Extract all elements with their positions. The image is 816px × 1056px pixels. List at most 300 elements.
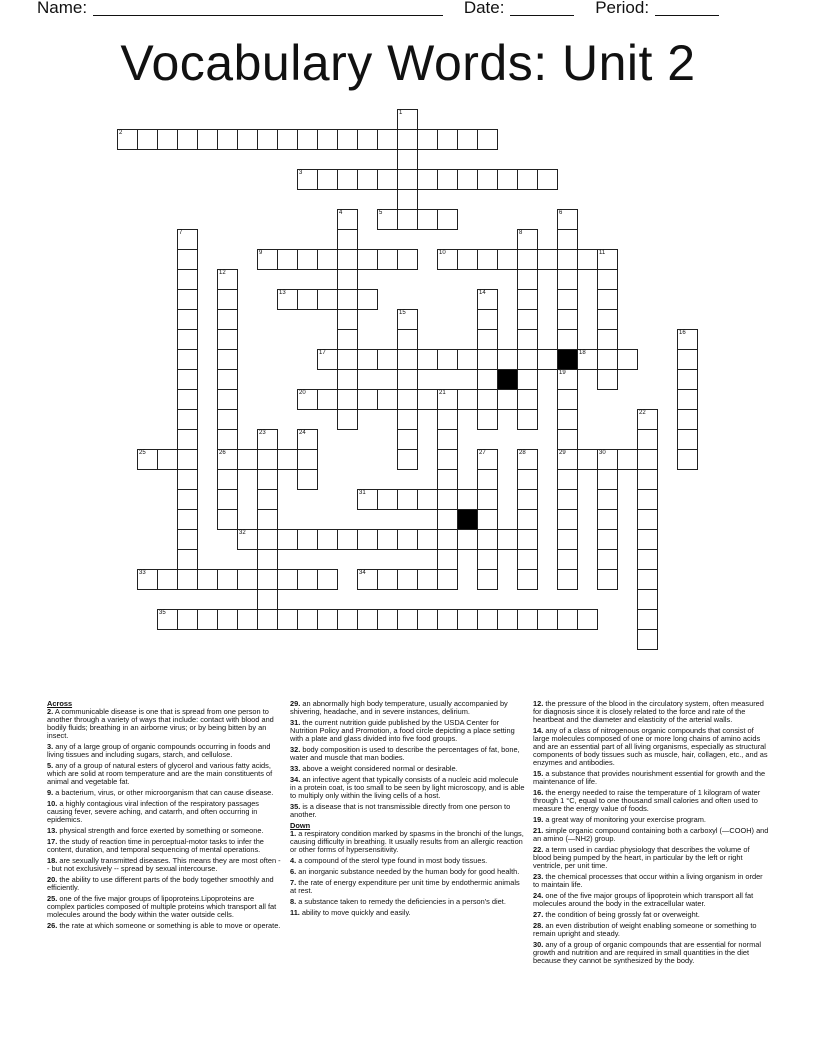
grid-cell[interactable] bbox=[357, 349, 378, 370]
grid-cell[interactable] bbox=[237, 449, 258, 470]
grid-cell[interactable] bbox=[217, 129, 238, 150]
grid-cell[interactable] bbox=[377, 609, 398, 630]
clue-number-label: 2 bbox=[119, 130, 123, 136]
grid-cell[interactable] bbox=[277, 449, 298, 470]
grid-cell[interactable] bbox=[497, 609, 518, 630]
grid-cell[interactable] bbox=[377, 129, 398, 150]
grid-cell[interactable] bbox=[557, 529, 578, 550]
grid-cell[interactable] bbox=[497, 389, 518, 410]
grid-cell[interactable] bbox=[217, 569, 238, 590]
grid-cell[interactable] bbox=[257, 449, 278, 470]
grid-cell[interactable] bbox=[317, 609, 338, 630]
grid-cell[interactable] bbox=[117, 129, 138, 150]
grid-cell[interactable] bbox=[397, 429, 418, 450]
grid-cell[interactable] bbox=[317, 349, 338, 370]
clue-text: A communicable disease is one that is spread from one person to another through a variety of ways that include: contact with blood and bodily fluids; breathing in an airborne virus; or by being bitten by an insect. bbox=[47, 707, 274, 740]
clue-number-label: 32 bbox=[239, 530, 246, 536]
grid-cell[interactable] bbox=[517, 329, 538, 350]
grid-cell[interactable] bbox=[357, 289, 378, 310]
grid-cell[interactable] bbox=[417, 489, 438, 510]
grid-cell[interactable] bbox=[157, 569, 178, 590]
grid-cell[interactable] bbox=[137, 569, 158, 590]
grid-cell[interactable] bbox=[517, 509, 538, 530]
grid-cell[interactable] bbox=[637, 409, 658, 430]
grid-cell[interactable] bbox=[677, 329, 698, 350]
grid-cell[interactable] bbox=[437, 449, 458, 470]
grid-cell[interactable] bbox=[557, 329, 578, 350]
grid-cell[interactable] bbox=[317, 289, 338, 310]
across-clue-26 bbox=[47, 922, 283, 930]
grid-cell[interactable] bbox=[597, 369, 618, 390]
across-clue-13 bbox=[47, 827, 283, 835]
grid-cell[interactable] bbox=[637, 489, 658, 510]
grid-cell[interactable] bbox=[477, 389, 498, 410]
clue-number-label: 28 bbox=[519, 450, 526, 456]
grid-cell[interactable] bbox=[217, 469, 238, 490]
grid-cell[interactable] bbox=[297, 569, 318, 590]
grid-cell[interactable] bbox=[177, 269, 198, 290]
grid-cell[interactable] bbox=[397, 369, 418, 390]
grid-cell[interactable] bbox=[457, 609, 478, 630]
grid-cell[interactable] bbox=[157, 129, 178, 150]
grid-cell[interactable] bbox=[517, 529, 538, 550]
grid-cell[interactable] bbox=[357, 389, 378, 410]
grid-cell[interactable] bbox=[357, 249, 378, 270]
grid-cell[interactable] bbox=[217, 429, 238, 450]
grid-cell[interactable] bbox=[637, 449, 658, 470]
grid-cell[interactable] bbox=[597, 269, 618, 290]
grid-cell[interactable] bbox=[197, 609, 218, 630]
grid-cell[interactable] bbox=[337, 349, 358, 370]
grid-cell[interactable] bbox=[437, 609, 458, 630]
grid-cell[interactable] bbox=[417, 529, 438, 550]
grid-cell[interactable] bbox=[177, 249, 198, 270]
grid-cell[interactable] bbox=[177, 129, 198, 150]
grid-cell[interactable] bbox=[517, 269, 538, 290]
grid-cell[interactable] bbox=[517, 489, 538, 510]
grid-cell[interactable] bbox=[257, 549, 278, 570]
grid-cell[interactable] bbox=[337, 209, 358, 230]
grid-cell[interactable] bbox=[417, 169, 438, 190]
grid-cell[interactable] bbox=[337, 389, 358, 410]
black-cell bbox=[457, 509, 478, 530]
grid-cell[interactable] bbox=[477, 509, 498, 530]
grid-cell[interactable] bbox=[297, 529, 318, 550]
grid-cell[interactable] bbox=[437, 489, 458, 510]
grid-cell[interactable] bbox=[337, 309, 358, 330]
grid-cell[interactable] bbox=[517, 549, 538, 570]
grid-cell[interactable] bbox=[377, 249, 398, 270]
grid-cell[interactable] bbox=[177, 609, 198, 630]
grid-cell[interactable] bbox=[257, 609, 278, 630]
grid-cell[interactable] bbox=[517, 169, 538, 190]
grid-cell[interactable] bbox=[277, 249, 298, 270]
grid-cell[interactable] bbox=[477, 529, 498, 550]
grid-cell[interactable] bbox=[597, 489, 618, 510]
grid-cell[interactable] bbox=[177, 289, 198, 310]
grid-cell[interactable] bbox=[277, 289, 298, 310]
grid-cell[interactable] bbox=[177, 449, 198, 470]
grid-cell[interactable] bbox=[477, 349, 498, 370]
name-field[interactable] bbox=[93, 0, 443, 16]
grid-cell[interactable] bbox=[617, 349, 638, 370]
grid-cell[interactable] bbox=[357, 489, 378, 510]
grid-cell[interactable] bbox=[377, 169, 398, 190]
grid-cell[interactable] bbox=[417, 389, 438, 410]
grid-cell[interactable] bbox=[497, 169, 518, 190]
grid-cell[interactable] bbox=[317, 169, 338, 190]
grid-cell[interactable] bbox=[517, 609, 538, 630]
across-clue-25 bbox=[47, 895, 283, 919]
grid-cell[interactable] bbox=[217, 289, 238, 310]
grid-cell[interactable] bbox=[577, 349, 598, 370]
grid-cell[interactable] bbox=[497, 349, 518, 370]
grid-cell[interactable] bbox=[317, 569, 338, 590]
grid-cell[interactable] bbox=[557, 369, 578, 390]
grid-cell[interactable] bbox=[277, 609, 298, 630]
grid-cell[interactable] bbox=[337, 269, 358, 290]
grid-cell[interactable] bbox=[357, 129, 378, 150]
grid-cell[interactable] bbox=[457, 169, 478, 190]
grid-cell[interactable] bbox=[257, 489, 278, 510]
grid-cell[interactable] bbox=[577, 449, 598, 470]
grid-cell[interactable] bbox=[477, 289, 498, 310]
grid-cell[interactable] bbox=[357, 569, 378, 590]
grid-cell[interactable] bbox=[397, 609, 418, 630]
grid-cell[interactable] bbox=[257, 129, 278, 150]
down-clue-19 bbox=[533, 816, 769, 824]
grid-cell[interactable] bbox=[357, 609, 378, 630]
grid-cell[interactable] bbox=[517, 249, 538, 270]
grid-cell[interactable] bbox=[297, 429, 318, 450]
grid-cell[interactable] bbox=[217, 409, 238, 430]
grid-cell[interactable] bbox=[437, 429, 458, 450]
grid-cell[interactable] bbox=[197, 569, 218, 590]
grid-cell[interactable] bbox=[437, 129, 458, 150]
grid-cell[interactable] bbox=[617, 449, 638, 470]
grid-cell[interactable] bbox=[417, 349, 438, 370]
grid-cell[interactable] bbox=[157, 609, 178, 630]
grid-cell[interactable] bbox=[217, 309, 238, 330]
grid-cell[interactable] bbox=[417, 209, 438, 230]
grid-cell[interactable] bbox=[557, 469, 578, 490]
grid-cell[interactable] bbox=[637, 529, 658, 550]
grid-cell[interactable] bbox=[177, 529, 198, 550]
grid-cell[interactable] bbox=[217, 329, 238, 350]
grid-cell[interactable] bbox=[477, 249, 498, 270]
grid-cell[interactable] bbox=[377, 349, 398, 370]
grid-cell[interactable] bbox=[637, 589, 658, 610]
grid-cell[interactable] bbox=[637, 629, 658, 650]
grid-cell[interactable] bbox=[437, 529, 458, 550]
grid-cell[interactable] bbox=[337, 329, 358, 350]
grid-cell[interactable] bbox=[457, 389, 478, 410]
grid-cell[interactable] bbox=[297, 289, 318, 310]
grid-cell[interactable] bbox=[217, 489, 238, 510]
grid-cell[interactable] bbox=[677, 349, 698, 370]
grid-cell[interactable] bbox=[297, 249, 318, 270]
grid-cell[interactable] bbox=[397, 169, 418, 190]
grid-cell[interactable] bbox=[317, 129, 338, 150]
grid-cell[interactable] bbox=[257, 469, 278, 490]
grid-cell[interactable] bbox=[177, 329, 198, 350]
grid-cell[interactable] bbox=[477, 549, 498, 570]
grid-cell[interactable] bbox=[337, 229, 358, 250]
grid-cell[interactable] bbox=[277, 569, 298, 590]
grid-cell[interactable] bbox=[357, 169, 378, 190]
grid-cell[interactable] bbox=[477, 129, 498, 150]
grid-cell[interactable] bbox=[297, 609, 318, 630]
grid-cell[interactable] bbox=[637, 569, 658, 590]
grid-cell[interactable] bbox=[317, 529, 338, 550]
grid-cell[interactable] bbox=[377, 389, 398, 410]
grid-cell[interactable] bbox=[577, 249, 598, 270]
grid-cell[interactable] bbox=[477, 449, 498, 470]
grid-cell[interactable] bbox=[557, 389, 578, 410]
grid-cell[interactable] bbox=[537, 169, 558, 190]
grid-cell[interactable] bbox=[457, 249, 478, 270]
grid-cell[interactable] bbox=[397, 489, 418, 510]
period-field[interactable] bbox=[655, 0, 719, 16]
grid-cell[interactable] bbox=[257, 529, 278, 550]
grid-cell[interactable] bbox=[517, 369, 538, 390]
grid-cell[interactable] bbox=[177, 349, 198, 370]
grid-cell[interactable] bbox=[477, 569, 498, 590]
grid-cell[interactable] bbox=[417, 609, 438, 630]
grid-cell[interactable] bbox=[437, 249, 458, 270]
grid-cell[interactable] bbox=[217, 349, 238, 370]
grid-cell[interactable] bbox=[597, 549, 618, 570]
grid-cell[interactable] bbox=[177, 229, 198, 250]
grid-cell[interactable] bbox=[437, 509, 458, 530]
grid-cell[interactable] bbox=[177, 489, 198, 510]
grid-cell[interactable] bbox=[377, 489, 398, 510]
grid-cell[interactable] bbox=[597, 509, 618, 530]
grid-cell[interactable] bbox=[337, 169, 358, 190]
grid-cell[interactable] bbox=[557, 569, 578, 590]
grid-cell[interactable] bbox=[677, 409, 698, 430]
grid-cell[interactable] bbox=[337, 409, 358, 430]
grid-cell[interactable] bbox=[537, 349, 558, 370]
grid-cell[interactable] bbox=[437, 209, 458, 230]
grid-cell[interactable] bbox=[577, 609, 598, 630]
grid-cell[interactable] bbox=[397, 189, 418, 210]
grid-cell[interactable] bbox=[297, 129, 318, 150]
grid-cell[interactable] bbox=[597, 349, 618, 370]
grid-cell[interactable] bbox=[157, 449, 178, 470]
grid-cell[interactable] bbox=[177, 469, 198, 490]
grid-cell[interactable] bbox=[677, 449, 698, 470]
grid-cell[interactable] bbox=[517, 389, 538, 410]
grid-cell[interactable] bbox=[477, 329, 498, 350]
grid-cell[interactable] bbox=[337, 529, 358, 550]
grid-cell[interactable] bbox=[637, 549, 658, 570]
grid-cell[interactable] bbox=[677, 369, 698, 390]
grid-cell[interactable] bbox=[417, 569, 438, 590]
grid-cell[interactable] bbox=[257, 569, 278, 590]
grid-cell[interactable] bbox=[297, 389, 318, 410]
grid-cell[interactable] bbox=[597, 569, 618, 590]
grid-cell[interactable] bbox=[177, 429, 198, 450]
grid-cell[interactable] bbox=[377, 209, 398, 230]
grid-cell[interactable] bbox=[437, 349, 458, 370]
grid-cell[interactable] bbox=[337, 609, 358, 630]
grid-cell[interactable] bbox=[437, 169, 458, 190]
grid-cell[interactable] bbox=[517, 349, 538, 370]
grid-cell[interactable] bbox=[397, 569, 418, 590]
grid-cell[interactable] bbox=[517, 449, 538, 470]
grid-cell[interactable] bbox=[537, 609, 558, 630]
grid-cell[interactable] bbox=[397, 109, 418, 130]
grid-cell[interactable] bbox=[557, 489, 578, 510]
grid-cell[interactable] bbox=[237, 129, 258, 150]
grid-cell[interactable] bbox=[337, 249, 358, 270]
grid-cell[interactable] bbox=[397, 149, 418, 170]
grid-cell[interactable] bbox=[217, 369, 238, 390]
grid-cell[interactable] bbox=[597, 309, 618, 330]
grid-cell[interactable] bbox=[397, 129, 418, 150]
grid-cell[interactable] bbox=[557, 309, 578, 330]
grid-cell[interactable] bbox=[477, 369, 498, 390]
grid-cell[interactable] bbox=[237, 609, 258, 630]
grid-cell[interactable] bbox=[417, 129, 438, 150]
grid-cell[interactable] bbox=[277, 529, 298, 550]
grid-cell[interactable] bbox=[177, 409, 198, 430]
grid-cell[interactable] bbox=[517, 569, 538, 590]
grid-cell[interactable] bbox=[297, 469, 318, 490]
grid-cell[interactable] bbox=[177, 549, 198, 570]
grid-cell[interactable] bbox=[557, 429, 578, 450]
grid-cell[interactable] bbox=[637, 509, 658, 530]
grid-cell[interactable] bbox=[177, 369, 198, 390]
grid-cell[interactable] bbox=[457, 129, 478, 150]
grid-cell[interactable] bbox=[517, 309, 538, 330]
grid-cell[interactable] bbox=[597, 289, 618, 310]
grid-cell[interactable] bbox=[257, 589, 278, 610]
grid-cell[interactable] bbox=[257, 249, 278, 270]
grid-cell[interactable] bbox=[457, 489, 478, 510]
grid-cell[interactable] bbox=[437, 409, 458, 430]
clue-number: 7. bbox=[290, 878, 297, 887]
grid-cell[interactable] bbox=[557, 229, 578, 250]
grid-cell[interactable] bbox=[437, 549, 458, 570]
grid-cell[interactable] bbox=[437, 569, 458, 590]
grid-cell[interactable] bbox=[217, 449, 238, 470]
across-heading: Across bbox=[47, 699, 73, 708]
grid-cell[interactable] bbox=[597, 449, 618, 470]
grid-cell[interactable] bbox=[277, 129, 298, 150]
grid-cell[interactable] bbox=[637, 469, 658, 490]
grid-cell[interactable] bbox=[557, 269, 578, 290]
grid-cell[interactable] bbox=[217, 509, 238, 530]
clue-number-label: 5 bbox=[379, 210, 383, 216]
grid-cell[interactable] bbox=[177, 309, 198, 330]
grid-cell[interactable] bbox=[337, 289, 358, 310]
grid-cell[interactable] bbox=[637, 609, 658, 630]
grid-cell[interactable] bbox=[477, 489, 498, 510]
grid-cell[interactable] bbox=[557, 409, 578, 430]
grid-cell[interactable] bbox=[557, 289, 578, 310]
grid-cell[interactable] bbox=[637, 429, 658, 450]
grid-cell[interactable] bbox=[237, 569, 258, 590]
grid-cell[interactable] bbox=[477, 609, 498, 630]
grid-cell[interactable] bbox=[397, 329, 418, 350]
grid-cell[interactable] bbox=[517, 229, 538, 250]
grid-cell[interactable] bbox=[397, 349, 418, 370]
grid-cell[interactable] bbox=[537, 249, 558, 270]
grid-cell[interactable] bbox=[437, 389, 458, 410]
grid-cell[interactable] bbox=[557, 549, 578, 570]
down-clue-15 bbox=[533, 770, 769, 786]
grid-cell[interactable] bbox=[317, 389, 338, 410]
grid-cell[interactable] bbox=[597, 329, 618, 350]
grid-cell[interactable] bbox=[137, 129, 158, 150]
grid-cell[interactable] bbox=[457, 529, 478, 550]
grid-cell[interactable] bbox=[517, 469, 538, 490]
grid-cell[interactable] bbox=[317, 249, 338, 270]
grid-cell[interactable] bbox=[177, 389, 198, 410]
grid-cell[interactable] bbox=[297, 169, 318, 190]
grid-cell[interactable] bbox=[557, 249, 578, 270]
grid-cell[interactable] bbox=[297, 449, 318, 470]
grid-cell[interactable] bbox=[397, 449, 418, 470]
date-field[interactable] bbox=[510, 0, 574, 16]
grid-cell[interactable] bbox=[497, 529, 518, 550]
grid-cell[interactable] bbox=[557, 609, 578, 630]
across-clue-18 bbox=[47, 857, 283, 873]
grid-cell[interactable] bbox=[477, 409, 498, 430]
grid-cell[interactable] bbox=[437, 469, 458, 490]
grid-cell[interactable] bbox=[557, 509, 578, 530]
grid-cell[interactable] bbox=[237, 529, 258, 550]
grid-cell[interactable] bbox=[217, 269, 238, 290]
grid-cell[interactable] bbox=[397, 309, 418, 330]
grid-cell[interactable] bbox=[397, 389, 418, 410]
grid-cell[interactable] bbox=[397, 209, 418, 230]
grid-cell[interactable] bbox=[377, 569, 398, 590]
grid-cell[interactable] bbox=[397, 529, 418, 550]
grid-cell[interactable] bbox=[597, 249, 618, 270]
grid-cell[interactable] bbox=[457, 349, 478, 370]
grid-cell[interactable] bbox=[197, 129, 218, 150]
grid-cell[interactable] bbox=[597, 469, 618, 490]
grid-cell[interactable] bbox=[177, 569, 198, 590]
grid-cell[interactable] bbox=[397, 409, 418, 430]
grid-cell[interactable] bbox=[257, 429, 278, 450]
grid-cell[interactable] bbox=[477, 469, 498, 490]
grid-cell[interactable] bbox=[497, 249, 518, 270]
grid-cell[interactable] bbox=[517, 289, 538, 310]
grid-cell[interactable] bbox=[217, 389, 238, 410]
grid-cell[interactable] bbox=[477, 309, 498, 330]
grid-cell[interactable] bbox=[397, 249, 418, 270]
grid-cell[interactable] bbox=[477, 169, 498, 190]
grid-cell[interactable] bbox=[557, 209, 578, 230]
grid-cell[interactable] bbox=[337, 129, 358, 150]
grid-cell[interactable] bbox=[337, 369, 358, 390]
grid-cell[interactable] bbox=[677, 389, 698, 410]
grid-cell[interactable] bbox=[217, 609, 238, 630]
grid-cell[interactable] bbox=[137, 449, 158, 470]
grid-cell[interactable] bbox=[357, 529, 378, 550]
grid-cell[interactable] bbox=[557, 449, 578, 470]
grid-cell[interactable] bbox=[177, 509, 198, 530]
grid-cell[interactable] bbox=[377, 529, 398, 550]
grid-cell[interactable] bbox=[517, 409, 538, 430]
grid-cell[interactable] bbox=[597, 529, 618, 550]
grid-cell[interactable] bbox=[677, 429, 698, 450]
grid-cell[interactable] bbox=[257, 509, 278, 530]
